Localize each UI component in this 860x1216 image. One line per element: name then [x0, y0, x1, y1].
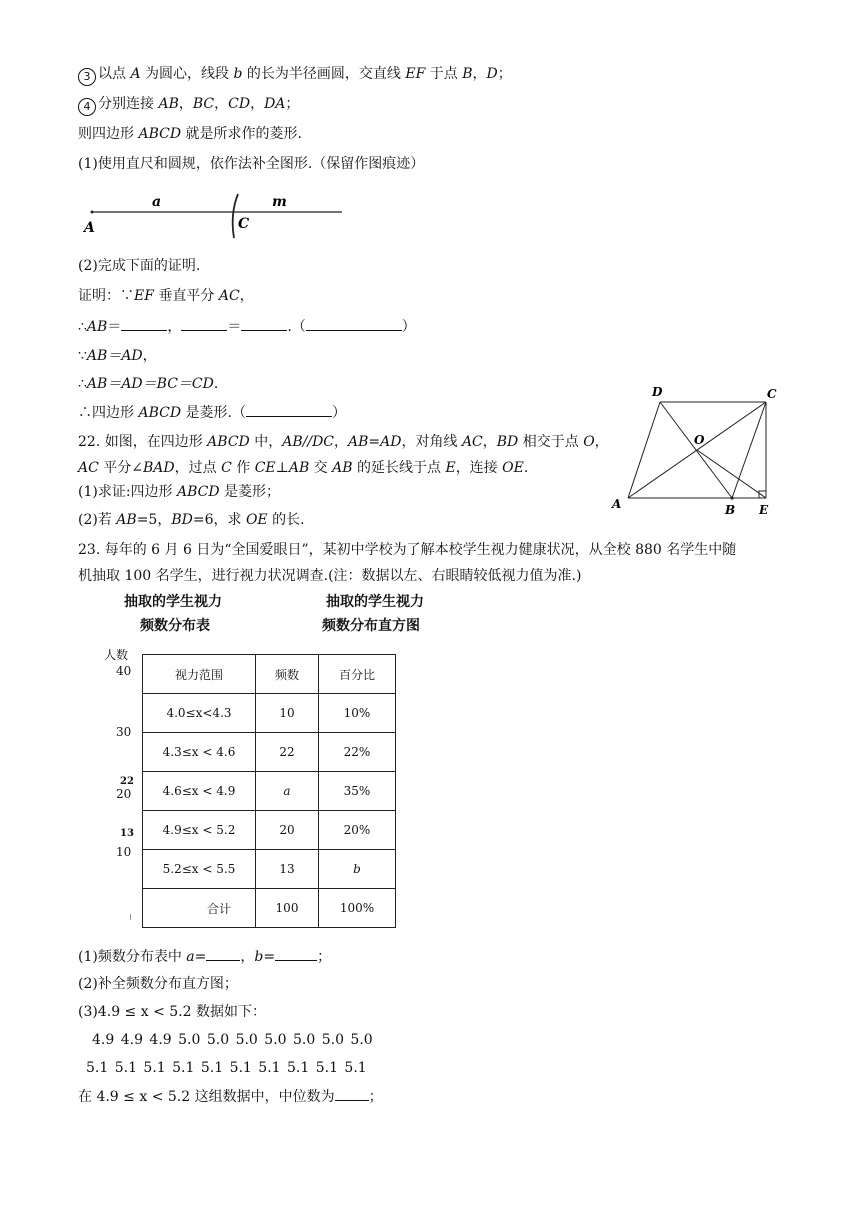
line-OE [697, 450, 766, 498]
table-row [143, 772, 396, 811]
q23-part-3: (3)4.9 ≤ x < 5.2 数据如下： [78, 1004, 266, 1020]
total-frequency-cell: 100 [256, 889, 319, 928]
y-tick-20: 20 [116, 787, 132, 801]
total-percent-cell: 100% [319, 889, 396, 928]
frequency-cell: 20 [256, 811, 319, 850]
percent-cell: 10% [319, 694, 396, 733]
label-a: a [152, 194, 162, 210]
frequency-cell: 13 [256, 850, 319, 889]
label-C: C [238, 216, 250, 232]
histogram-caption-1: 抽取的学生视力 [326, 594, 424, 610]
frequency-cell: a [256, 772, 319, 811]
table-header-row [143, 655, 396, 694]
answer-blank[interactable] [241, 316, 287, 331]
rhombus-figure [608, 380, 786, 520]
y-mark-22: 22 [120, 776, 134, 787]
q22-line-1: 22. 如图，在四边形 ABCD 中，AB//DC，AB=AD，对角线 AC，BD 相交于点 O， [78, 434, 609, 450]
q22-line-2: AC 平分∠BAD，过点 C 作 CE⊥AB 交 AB 的延长线于点 E，连接 OE. [78, 460, 529, 476]
frequency-table [142, 654, 396, 928]
table-row [143, 694, 396, 733]
range-cell: 4.9≤x < 5.2 [143, 811, 256, 850]
point-B [730, 496, 733, 499]
header-cell: 频数 [256, 655, 319, 694]
step-3: 3 以点 A 为圆心，线段 b 的长为半径画圆，交直线 EF 于点 B，D； [78, 64, 512, 86]
construction-figure [80, 192, 350, 242]
answer-blank-b[interactable] [275, 946, 317, 961]
q23-part-1: (1)频数分布表中 a= ，b= ； [78, 946, 331, 967]
reason-blank[interactable] [246, 402, 332, 417]
q23-part-2: (2)补全频数分布直方图； [78, 976, 238, 992]
label-C: C [767, 387, 777, 401]
q23-median-line: 在 4.9 ≤ x < 5.2 这组数据中，中位数为 ； [78, 1086, 383, 1107]
label-D: D [652, 385, 663, 399]
side-CB [732, 402, 766, 498]
frequency-cell: 10 [256, 694, 319, 733]
y-tick-10: 10 [116, 845, 132, 859]
point-A [91, 211, 94, 214]
percent-cell: b [319, 850, 396, 889]
proof-line-1: 证明：∵EF 垂直平分 AC， [78, 288, 254, 304]
table-caption-2: 频数分布表 [140, 618, 210, 634]
table-row [143, 811, 396, 850]
proof-line-2: ∴AB＝ ， ＝ .（ ） [78, 316, 416, 337]
step-4: 4 分别连接 AB，BC，CD，DA； [78, 94, 299, 116]
question-2: (2)完成下面的证明. [78, 258, 201, 274]
table-row [143, 850, 396, 889]
y-tick-40: 40 [116, 664, 132, 678]
y-mark-13: 13 [120, 828, 134, 839]
step-number: 4 [78, 98, 96, 116]
table-total-row [143, 889, 396, 928]
percent-cell: 35% [319, 772, 396, 811]
q22-part-2: (2)若 AB=5，BD=6，求 OE 的长. [78, 512, 305, 528]
y-axis-title: 人数 [104, 648, 129, 662]
total-label-cell: 合计 [143, 889, 256, 928]
proof-line-3: ∵AB＝AD， [78, 348, 157, 364]
range-cell: 4.6≤x < 4.9 [143, 772, 256, 811]
table-caption-1: 抽取的学生视力 [124, 594, 222, 610]
label-E: E [759, 503, 769, 517]
answer-blank[interactable] [121, 316, 167, 331]
label-A: A [84, 220, 95, 236]
range-cell: 4.3≤x < 4.6 [143, 733, 256, 772]
range-cell: 4.0≤x<4.3 [143, 694, 256, 733]
answer-blank[interactable] [181, 316, 227, 331]
axis-fragment [130, 914, 131, 920]
label-B: B [725, 503, 736, 517]
table-row [143, 733, 396, 772]
side-AD [628, 402, 660, 498]
range-cell: 5.2≤x < 5.5 [143, 850, 256, 889]
header-cell: 视力范围 [143, 655, 256, 694]
q22-part-1: (1)求证:四边形 ABCD 是菱形； [78, 484, 281, 500]
reason-blank[interactable] [306, 316, 402, 331]
median-blank[interactable] [335, 1086, 369, 1101]
step-number: 3 [78, 68, 96, 86]
y-tick-30: 30 [116, 725, 132, 739]
diagonal-BD [660, 402, 732, 498]
percent-cell: 20% [319, 811, 396, 850]
proof-line-5: ∴四边形 ABCD 是菱形.（ ） [78, 402, 346, 423]
label-A: A [612, 497, 622, 511]
proof-line-4: ∴AB＝AD＝BC＝CD. [78, 376, 219, 392]
data-row-1: 4.9 4.9 4.9 5.0 5.0 5.0 5.0 5.0 5.0 5.0 [92, 1032, 373, 1048]
label-O: O [694, 433, 705, 447]
histogram-caption-2: 频数分布直方图 [322, 618, 420, 634]
label-m: m [272, 194, 287, 210]
question-1: (1)使用直尺和圆规，依作法补全图形.（保留作图痕迹） [78, 156, 425, 172]
q23-line-2: 机抽取 100 名学生，进行视力状况调查.(注：数据以左、右眼睛较低视力值为准.) [78, 568, 582, 584]
frequency-cell: 22 [256, 733, 319, 772]
conclusion: 则四边形 ABCD 就是所求作的菱形. [78, 126, 302, 142]
q23-line-1: 23. 每年的 6 月 6 日为“全国爱眼日”，某初中学校为了解本校学生视力健康状况，从全校 880 名学生中随 [78, 542, 737, 558]
header-cell: 百分比 [319, 655, 396, 694]
percent-cell: 22% [319, 733, 396, 772]
data-row-2: 5.1 5.1 5.1 5.1 5.1 5.1 5.1 5.1 5.1 5.1 [86, 1060, 367, 1076]
answer-blank-a[interactable] [206, 946, 240, 961]
